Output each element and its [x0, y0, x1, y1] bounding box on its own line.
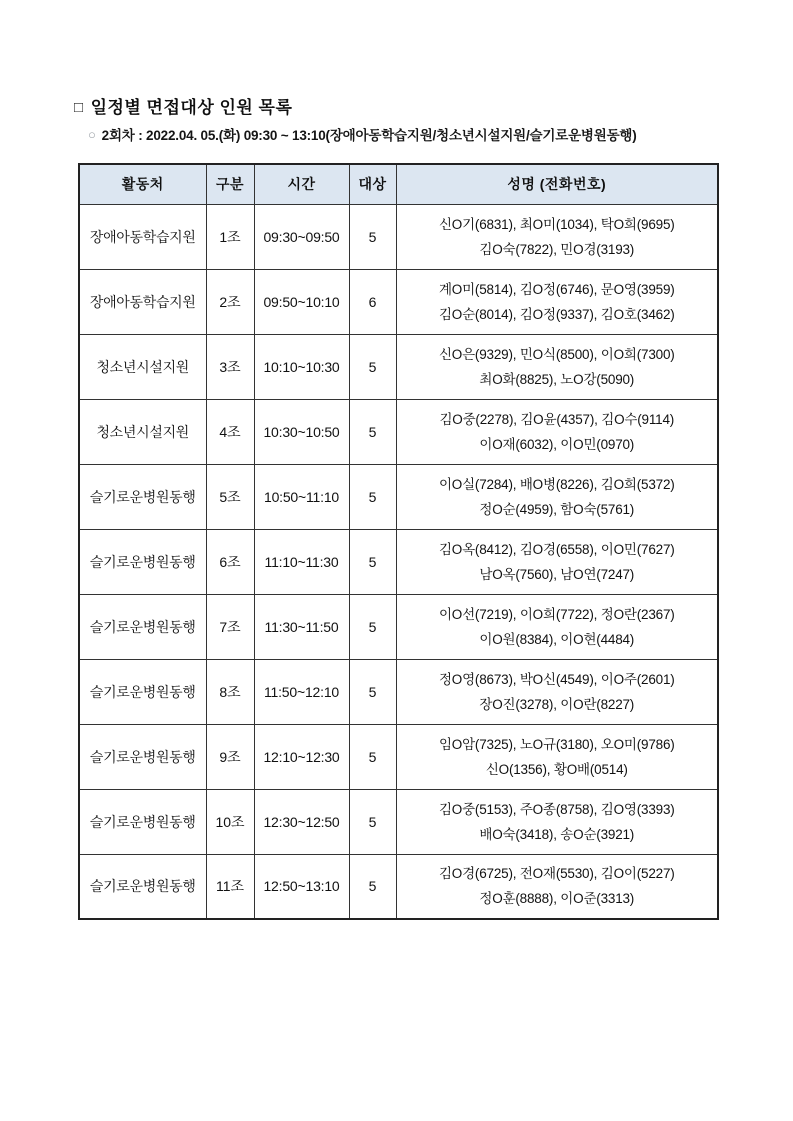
names-line-2: 신O(1356), 황O배(0514): [485, 761, 628, 777]
names-cell: [396, 789, 718, 854]
names-line-2: 정O훈(8888), 이O준(3313): [479, 891, 635, 907]
place-cell: 슬기로운병원동행: [79, 594, 206, 659]
count-cell: 5: [349, 854, 396, 919]
count-cell: 5: [349, 464, 396, 529]
place-cell: 장애아동학습지원: [79, 269, 206, 334]
column-header-place: 활동처: [79, 164, 206, 204]
group-cell: 6조: [206, 529, 254, 594]
names-line-1: 이O실(7284), 배O병(8226), 김O희(5372): [438, 476, 675, 492]
group-cell: 1조: [206, 204, 254, 269]
names-line-1: 이O선(7219), 이O희(7722), 정O란(2367): [438, 606, 675, 622]
names-cell: [396, 594, 718, 659]
table-row: [79, 399, 718, 464]
square-bullet-icon: □: [74, 99, 84, 116]
place-cell: 슬기로운병원동행: [79, 659, 206, 724]
names-line-1: 정O영(8673), 박O신(4549), 이O주(2601): [438, 671, 675, 687]
count-cell: 5: [349, 334, 396, 399]
place-cell: 슬기로운병원동행: [79, 854, 206, 919]
names-line-1: 김O중(5153), 주O종(8758), 김O영(3393): [438, 801, 675, 817]
names-line-1: 계O미(5814), 김O정(6746), 문O영(3959): [438, 281, 675, 297]
names-cell: [396, 659, 718, 724]
table-row: [79, 334, 718, 399]
names-cell: [396, 399, 718, 464]
table-row: [79, 594, 718, 659]
table-row: [79, 204, 718, 269]
group-cell: 7조: [206, 594, 254, 659]
place-cell: 청소년시설지원: [79, 399, 206, 464]
count-cell: 5: [349, 789, 396, 854]
interview-schedule-table: [78, 163, 719, 920]
names-line-2: 이O원(8384), 이O현(4484): [479, 631, 635, 647]
names-line-2: 김O순(8014), 김O정(9337), 김O호(3462): [438, 306, 675, 322]
names-line-1: 김O옥(8412), 김O경(6558), 이O민(7627): [438, 541, 675, 557]
time-cell: 12:10~12:30: [254, 724, 349, 789]
names-line-1: 임O암(7325), 노O규(3180), 오O미(9786): [438, 736, 675, 752]
group-cell: 2조: [206, 269, 254, 334]
page-title-text: 일정별 면접대상 인원 목록: [90, 98, 293, 117]
column-header-group: 구분: [206, 164, 254, 204]
names-line-2: 남O옥(7560), 남O연(7247): [479, 566, 635, 582]
circle-bullet-icon: ○: [88, 127, 96, 142]
group-cell: 10조: [206, 789, 254, 854]
group-cell: 3조: [206, 334, 254, 399]
names-line-2: 이O재(6032), 이O민(0970): [479, 436, 635, 452]
table-row: [79, 529, 718, 594]
names-line-1: 김O중(2278), 김O윤(4357), 김O수(9114): [439, 411, 675, 427]
column-header-names: 성명 (전화번호): [396, 164, 718, 204]
time-cell: 11:10~11:30: [254, 529, 349, 594]
place-cell: 슬기로운병원동행: [79, 464, 206, 529]
names-cell: [396, 854, 718, 919]
time-cell: 09:30~09:50: [254, 204, 349, 269]
place-cell: 슬기로운병원동행: [79, 724, 206, 789]
names-line-1: 신O기(6831), 최O미(1034), 탁O희(9695): [438, 216, 675, 232]
names-cell: [396, 464, 718, 529]
names-cell: [396, 269, 718, 334]
table-row: [79, 659, 718, 724]
group-cell: 9조: [206, 724, 254, 789]
names-cell: [396, 204, 718, 269]
place-cell: 슬기로운병원동행: [79, 529, 206, 594]
group-cell: 11조: [206, 854, 254, 919]
count-cell: 5: [349, 529, 396, 594]
page-subtitle: [88, 124, 637, 144]
group-cell: 8조: [206, 659, 254, 724]
count-cell: 5: [349, 399, 396, 464]
place-cell: 장애아동학습지원: [79, 204, 206, 269]
names-line-2: 정O순(4959), 함O숙(5761): [479, 501, 635, 517]
page-title: [74, 93, 292, 118]
table-row: [79, 269, 718, 334]
names-cell: [396, 334, 718, 399]
header-row: [79, 164, 718, 204]
group-cell: 4조: [206, 399, 254, 464]
time-cell: 11:30~11:50: [254, 594, 349, 659]
count-cell: 6: [349, 269, 396, 334]
table-row: [79, 724, 718, 789]
table-row: [79, 789, 718, 854]
page-subtitle-text: 2회차 : 2022.04. 05.(화) 09:30 ~ 13:10(장애아동학습지원/청소년시설지원/슬기로운병원동행): [101, 128, 637, 143]
names-cell: [396, 529, 718, 594]
count-cell: 5: [349, 724, 396, 789]
table-row: [79, 854, 718, 919]
names-line-2: 배O숙(3418), 송O순(3921): [479, 826, 635, 842]
column-header-count: 대상: [349, 164, 396, 204]
time-cell: 10:30~10:50: [254, 399, 349, 464]
names-line-1: 김O경(6725), 전O재(5530), 김O이(5227): [438, 866, 675, 882]
names-line-2: 장O진(3278), 이O란(8227): [479, 696, 635, 712]
time-cell: 09:50~10:10: [254, 269, 349, 334]
time-cell: 11:50~12:10: [254, 659, 349, 724]
names-line-2: 최O화(8825), 노O강(5090): [479, 371, 635, 387]
place-cell: 슬기로운병원동행: [79, 789, 206, 854]
names-line-2: 김O숙(7822), 민O경(3193): [479, 241, 635, 257]
table-row: [79, 464, 718, 529]
time-cell: 10:50~11:10: [254, 464, 349, 529]
column-header-time: 시간: [254, 164, 349, 204]
count-cell: 5: [349, 204, 396, 269]
names-cell: [396, 724, 718, 789]
group-cell: 5조: [206, 464, 254, 529]
time-cell: 10:10~10:30: [254, 334, 349, 399]
time-cell: 12:50~13:10: [254, 854, 349, 919]
time-cell: 12:30~12:50: [254, 789, 349, 854]
count-cell: 5: [349, 594, 396, 659]
count-cell: 5: [349, 659, 396, 724]
names-line-1: 신O은(9329), 민O식(8500), 이O희(7300): [438, 346, 675, 362]
place-cell: 청소년시설지원: [79, 334, 206, 399]
